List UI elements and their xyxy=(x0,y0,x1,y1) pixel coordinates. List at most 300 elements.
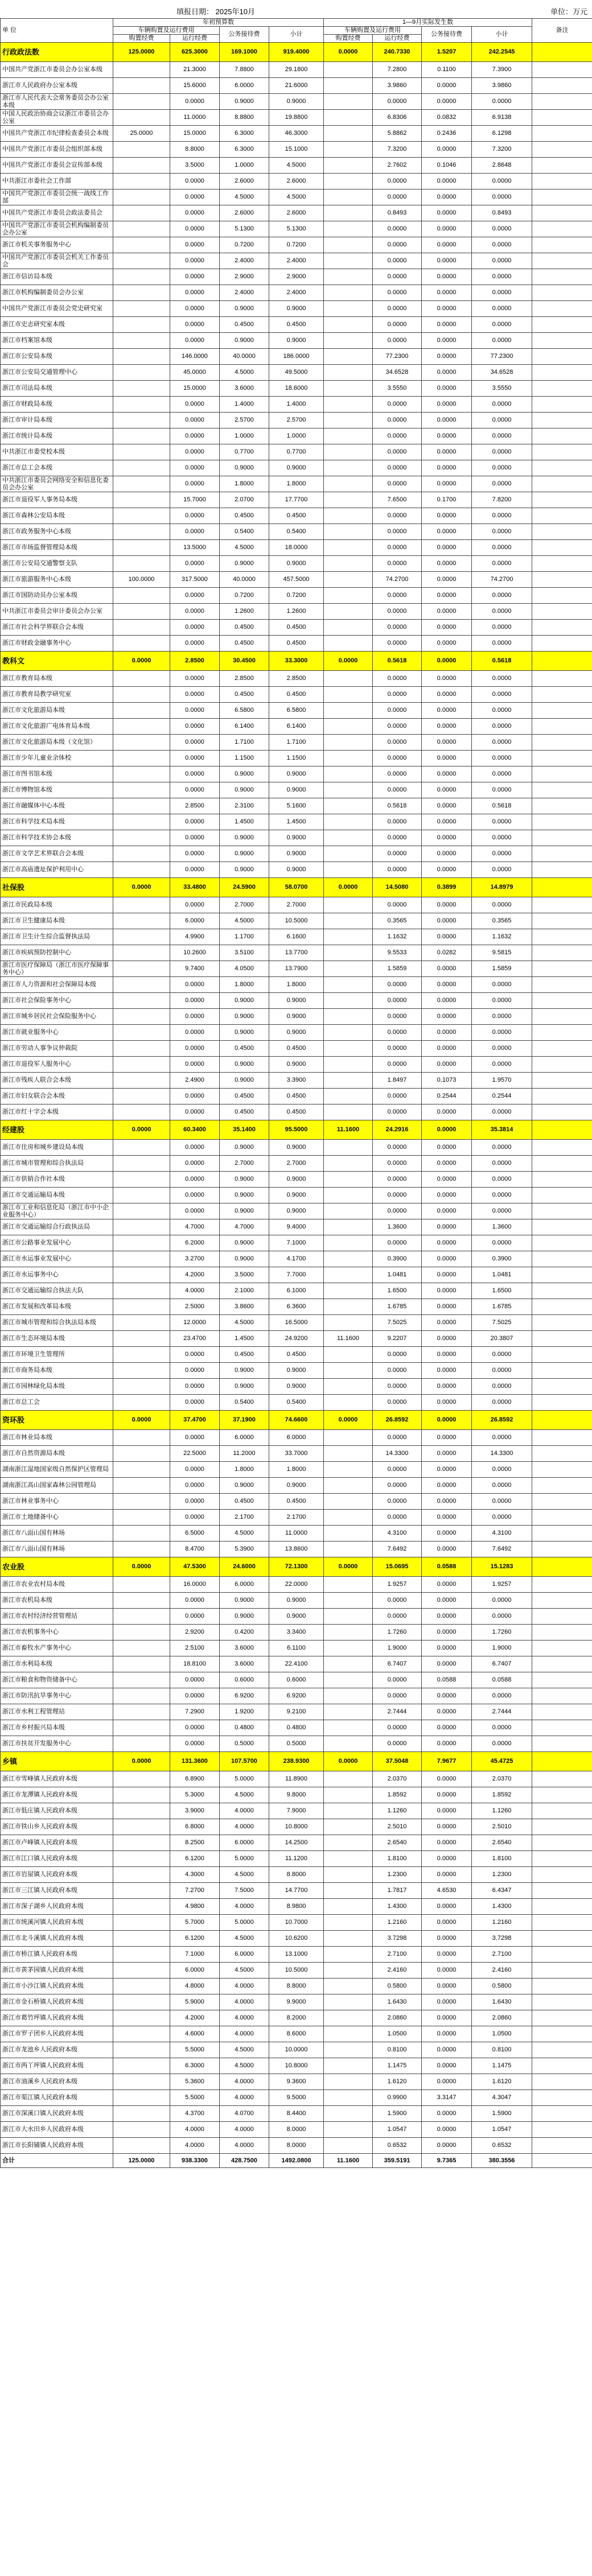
table-row xyxy=(1,1542,592,1557)
remark-cell xyxy=(532,1478,592,1494)
unit-name-cell: 浙江市罗子团乡人民政府本级 xyxy=(1,2026,113,2042)
actual-operation-cell: 9.5533 xyxy=(373,945,422,961)
budget-operation-cell: 5.3600 xyxy=(170,2074,220,2090)
unit-name-cell: 浙江市自然资源局本级 xyxy=(1,1446,113,1462)
table-row xyxy=(1,798,592,814)
actual-operation-cell: 0.0000 xyxy=(373,317,422,333)
budget-reception-cell: 3.6000 xyxy=(220,1656,269,1672)
actual-subtotal-cell: 2.0860 xyxy=(472,2010,532,2026)
actual-purchase-cell xyxy=(324,636,373,652)
actual-purchase-cell xyxy=(324,2074,373,2090)
budget-operation-cell: 0.0000 xyxy=(170,174,220,189)
actual-operation-cell: 14.5080 xyxy=(373,878,422,897)
col-actual-subtotal: 小计 xyxy=(472,27,532,43)
actual-reception-cell: 0.0000 xyxy=(422,1704,472,1720)
remark-cell xyxy=(532,1430,592,1446)
actual-purchase-cell: 11.1600 xyxy=(324,1331,373,1347)
budget-purchase-cell xyxy=(113,1593,170,1609)
budget-purchase-cell xyxy=(113,1688,170,1704)
budget-operation-cell: 0.0000 xyxy=(170,1156,220,1172)
table-row xyxy=(1,862,592,878)
budget-reception-cell: 2.1700 xyxy=(220,1510,269,1526)
actual-operation-cell: 3.7298 xyxy=(373,1931,422,1947)
table-row xyxy=(1,1219,592,1235)
budget-operation-cell: 4.7000 xyxy=(170,1219,220,1235)
budget-operation-cell: 0.0000 xyxy=(170,862,220,878)
unit-name-cell: 浙江市文化旅游局本级（文化馆） xyxy=(1,735,113,751)
budget-reception-cell: 0.5000 xyxy=(220,1736,269,1752)
budget-purchase-cell xyxy=(113,1025,170,1041)
actual-purchase-cell xyxy=(324,1641,373,1656)
budget-reception-cell: 0.4200 xyxy=(220,1625,269,1641)
actual-operation-cell: 0.0000 xyxy=(373,189,422,205)
unit-name-cell: 浙江市机构编制委员会办公室 xyxy=(1,285,113,301)
budget-reception-cell: 5.0000 xyxy=(220,1851,269,1867)
budget-operation-cell: 4.0000 xyxy=(170,2122,220,2138)
actual-operation-cell: 0.0000 xyxy=(373,301,422,317)
remark-cell xyxy=(532,1188,592,1203)
budget-purchase-cell: 0.0000 xyxy=(113,1752,170,1771)
remark-cell xyxy=(532,1251,592,1267)
actual-operation-cell: 7.5025 xyxy=(373,1315,422,1331)
budget-subtotal-cell: 18.0000 xyxy=(269,540,324,556)
actual-reception-cell: 0.0000 xyxy=(422,1803,472,1819)
budget-reception-cell: 35.1400 xyxy=(220,1120,269,1140)
budget-subtotal-cell: 6.1100 xyxy=(269,1641,324,1656)
remark-cell xyxy=(532,349,592,365)
budget-reception-cell: 4.5000 xyxy=(220,2042,269,2058)
budget-subtotal-cell: 7.1000 xyxy=(269,1235,324,1251)
table-row xyxy=(1,1851,592,1867)
budget-purchase-cell xyxy=(113,604,170,620)
budget-operation-cell: 0.0000 xyxy=(170,1593,220,1609)
budget-subtotal-cell: 3.3900 xyxy=(269,1073,324,1089)
budget-purchase-cell xyxy=(113,94,170,110)
budget-subtotal-cell: 0.4500 xyxy=(269,317,324,333)
budget-operation-cell: 0.0000 xyxy=(170,556,220,572)
budget-subtotal-cell: 0.4500 xyxy=(269,1347,324,1363)
budget-operation-cell: 21.3000 xyxy=(170,62,220,78)
unit-name-cell: 浙江市铁山乡人民政府本级 xyxy=(1,1819,113,1835)
budget-subtotal-cell: 5.1300 xyxy=(269,221,324,237)
actual-subtotal-cell: 0.0000 xyxy=(472,333,532,349)
actual-purchase-cell xyxy=(324,2106,373,2122)
budget-operation-cell: 0.0000 xyxy=(170,476,220,492)
budget-reception-cell: 1.4500 xyxy=(220,1331,269,1347)
unit-name-cell: 浙江市农业农村局本级 xyxy=(1,1577,113,1593)
budget-reception-cell: 0.9000 xyxy=(220,1140,269,1156)
budget-subtotal-cell: 2.7000 xyxy=(269,897,324,913)
unit-name-cell: 浙江市城市管理和综合执法局 xyxy=(1,1156,113,1172)
actual-reception-cell: 0.0000 xyxy=(422,1219,472,1235)
table-row xyxy=(1,1672,592,1688)
unit-name-cell: 中国共产党浙江市委员会办公室本级 xyxy=(1,62,113,78)
budget-reception-cell: 0.9000 xyxy=(220,1251,269,1267)
remark-cell xyxy=(532,2106,592,2122)
actual-operation-cell: 0.0000 xyxy=(373,1104,422,1120)
budget-subtotal-cell: 0.9000 xyxy=(269,1140,324,1156)
table-row xyxy=(1,174,592,189)
budget-purchase-cell xyxy=(113,1009,170,1025)
budget-reception-cell: 6.0000 xyxy=(220,1577,269,1593)
unit-name-cell: 浙江市融媒体中心本级 xyxy=(1,798,113,814)
table-row xyxy=(1,830,592,846)
actual-reception-cell: 0.0000 xyxy=(422,782,472,798)
unit-name-cell: 浙江市司法局本级 xyxy=(1,381,113,397)
budget-reception-cell: 2.4000 xyxy=(220,253,269,269)
budget-purchase-cell xyxy=(113,1835,170,1851)
budget-subtotal-cell: 9.5000 xyxy=(269,2090,324,2106)
budget-reception-cell: 0.5400 xyxy=(220,524,269,540)
actual-reception-cell: 0.0000 xyxy=(422,1057,472,1073)
actual-operation-cell: 0.0000 xyxy=(373,814,422,830)
actual-reception-cell: 0.0000 xyxy=(422,1899,472,1915)
table-row xyxy=(1,1041,592,1057)
budget-purchase-cell xyxy=(113,492,170,508)
budget-purchase-cell xyxy=(113,687,170,703)
budget-reception-cell: 3.5100 xyxy=(220,945,269,961)
actual-subtotal-cell: 0.2544 xyxy=(472,1089,532,1104)
table-body xyxy=(1,43,592,2168)
budget-operation-cell: 131.3600 xyxy=(170,1752,220,1771)
budget-reception-cell: 0.9000 xyxy=(220,1478,269,1494)
budget-purchase-cell xyxy=(113,862,170,878)
actual-reception-cell: 0.0000 xyxy=(422,476,472,492)
actual-subtotal-cell: 0.0000 xyxy=(472,1363,532,1379)
budget-subtotal-cell: 238.9300 xyxy=(269,1752,324,1771)
budget-operation-cell: 625.3000 xyxy=(170,43,220,62)
actual-subtotal-cell: 3.5550 xyxy=(472,381,532,397)
remark-cell xyxy=(532,687,592,703)
actual-operation-cell: 0.0000 xyxy=(373,476,422,492)
unit-name-cell: 浙江市机关事务服务中心 xyxy=(1,237,113,253)
budget-subtotal-cell: 457.5000 xyxy=(269,572,324,588)
budget-reception-cell: 0.9000 xyxy=(220,782,269,798)
unit-name-cell: 浙江市水运事务中心 xyxy=(1,1267,113,1283)
section-row xyxy=(1,1557,592,1577)
table-row xyxy=(1,2138,592,2154)
budget-purchase-cell: 125.0000 xyxy=(113,43,170,62)
remark-cell xyxy=(532,1787,592,1803)
remark-cell xyxy=(532,2138,592,2154)
actual-purchase-cell xyxy=(324,1073,373,1089)
actual-subtotal-cell: 0.0000 xyxy=(472,1156,532,1172)
table-row xyxy=(1,189,592,205)
unit-name-cell: 乡镇 xyxy=(1,1752,113,1771)
unit-name-cell: 中国共产党浙江市委员会统一战线工作部 xyxy=(1,189,113,205)
remark-cell xyxy=(532,1120,592,1140)
unit-name-cell: 浙江市财政局本级 xyxy=(1,397,113,413)
actual-operation-cell: 3.5550 xyxy=(373,381,422,397)
budget-operation-cell: 0.0000 xyxy=(170,524,220,540)
unit-name-cell: 浙江市葛竹坪镇人民政府本级 xyxy=(1,2010,113,2026)
budget-subtotal-cell: 0.7200 xyxy=(269,588,324,604)
budget-purchase-cell: 0.0000 xyxy=(113,878,170,897)
actual-subtotal-cell: 0.0000 xyxy=(472,751,532,766)
budget-reception-cell: 40.0000 xyxy=(220,572,269,588)
remark-cell xyxy=(532,1411,592,1430)
actual-reception-cell: 0.0000 xyxy=(422,1283,472,1299)
budget-reception-cell: 6.0000 xyxy=(220,1947,269,1963)
actual-subtotal-cell: 6.1298 xyxy=(472,126,532,142)
unit-name-cell: 浙江市档案馆本级 xyxy=(1,333,113,349)
budget-operation-cell: 0.0000 xyxy=(170,237,220,253)
actual-purchase-cell xyxy=(324,2138,373,2154)
actual-purchase-cell xyxy=(324,1994,373,2010)
table-row xyxy=(1,1915,592,1931)
remark-cell xyxy=(532,269,592,285)
actual-operation-cell: 0.0000 xyxy=(373,221,422,237)
actual-purchase-cell xyxy=(324,1851,373,1867)
budget-purchase-cell xyxy=(113,1462,170,1478)
actual-subtotal-cell: 45.4725 xyxy=(472,1752,532,1771)
actual-purchase-cell xyxy=(324,945,373,961)
actual-subtotal-cell: 0.0000 xyxy=(472,1462,532,1478)
budget-reception-cell: 11.2000 xyxy=(220,1446,269,1462)
budget-operation-cell: 6.8900 xyxy=(170,1771,220,1787)
budget-subtotal-cell: 0.7700 xyxy=(269,444,324,460)
actual-subtotal-cell: 1.1475 xyxy=(472,2058,532,2074)
budget-subtotal-cell: 0.9000 xyxy=(269,1009,324,1025)
budget-purchase-cell xyxy=(113,588,170,604)
actual-purchase-cell xyxy=(324,1720,373,1736)
unit-name-cell: 浙江市森林公安局本级 xyxy=(1,508,113,524)
budget-purchase-cell xyxy=(113,735,170,751)
budget-reception-cell: 1.8000 xyxy=(220,476,269,492)
remark-cell xyxy=(532,2058,592,2074)
budget-operation-cell: 5.7000 xyxy=(170,1915,220,1931)
actual-reception-cell: 0.0000 xyxy=(422,174,472,189)
actual-subtotal-cell: 6.7407 xyxy=(472,1656,532,1672)
budget-reception-cell: 1.7100 xyxy=(220,735,269,751)
table-row xyxy=(1,1363,592,1379)
actual-reception-cell: 0.0000 xyxy=(422,444,472,460)
unit-name-cell: 浙江市社会保险事务中心 xyxy=(1,993,113,1009)
budget-purchase-cell xyxy=(113,945,170,961)
budget-reception-cell: 0.4500 xyxy=(220,636,269,652)
budget-purchase-cell xyxy=(113,671,170,687)
actual-operation-cell: 6.7407 xyxy=(373,1656,422,1672)
unit-name-cell: 浙江市文学艺术界联合会本级 xyxy=(1,846,113,862)
table-row xyxy=(1,413,592,428)
unit-name-cell: 浙江市就业服务中心 xyxy=(1,1025,113,1041)
budget-subtotal-cell: 6.1400 xyxy=(269,719,324,735)
actual-purchase-cell xyxy=(324,1979,373,1994)
budget-subtotal-cell: 8.2000 xyxy=(269,2010,324,2026)
budget-operation-cell: 16.0000 xyxy=(170,1577,220,1593)
budget-reception-cell: 0.5400 xyxy=(220,1395,269,1411)
table-row xyxy=(1,492,592,508)
actual-operation-cell: 1.2160 xyxy=(373,1915,422,1931)
table-row xyxy=(1,62,592,78)
actual-subtotal-cell: 9.5815 xyxy=(472,945,532,961)
budget-operation-cell: 0.0000 xyxy=(170,397,220,413)
budget-subtotal-cell: 0.6000 xyxy=(269,1672,324,1688)
actual-purchase-cell xyxy=(324,1089,373,1104)
budget-subtotal-cell: 33.3000 xyxy=(269,652,324,671)
actual-reception-cell: 0.0000 xyxy=(422,830,472,846)
actual-reception-cell: 0.0000 xyxy=(422,572,472,588)
budget-purchase-cell xyxy=(113,719,170,735)
budget-purchase-cell xyxy=(113,556,170,572)
actual-purchase-cell xyxy=(324,1736,373,1752)
budget-reception-cell: 2.4000 xyxy=(220,285,269,301)
actual-subtotal-cell: 0.3900 xyxy=(472,1251,532,1267)
table-row xyxy=(1,2026,592,2042)
actual-operation-cell: 0.0000 xyxy=(373,977,422,993)
actual-subtotal-cell: 1.6500 xyxy=(472,1283,532,1299)
actual-operation-cell: 74.2700 xyxy=(373,572,422,588)
budget-purchase-cell: 125.0000 xyxy=(113,2154,170,2168)
table-row xyxy=(1,636,592,652)
actual-subtotal-cell: 0.0000 xyxy=(472,428,532,444)
budget-operation-cell: 0.0000 xyxy=(170,444,220,460)
table-row xyxy=(1,1625,592,1641)
remark-cell xyxy=(532,1577,592,1593)
actual-purchase-cell xyxy=(324,1963,373,1979)
actual-reception-cell: 0.0000 xyxy=(422,1462,472,1478)
remark-cell xyxy=(532,301,592,317)
actual-subtotal-cell: 0.5618 xyxy=(472,798,532,814)
budget-purchase-cell xyxy=(113,1867,170,1883)
actual-purchase-cell xyxy=(324,1462,373,1478)
table-row xyxy=(1,1235,592,1251)
budget-reception-cell: 2.1000 xyxy=(220,1283,269,1299)
budget-reception-cell: 4.5000 xyxy=(220,1867,269,1883)
budget-purchase-cell xyxy=(113,2138,170,2154)
budget-reception-cell: 4.0000 xyxy=(220,2010,269,2026)
actual-reception-cell: 0.0000 xyxy=(422,1593,472,1609)
budget-purchase-cell xyxy=(113,142,170,158)
budget-reception-cell: 4.0000 xyxy=(220,1899,269,1915)
actual-purchase-cell: 11.1600 xyxy=(324,1120,373,1140)
actual-operation-cell: 0.5618 xyxy=(373,798,422,814)
actual-reception-cell: 0.0000 xyxy=(422,1915,472,1931)
col-budget-subtotal: 小计 xyxy=(269,27,324,43)
actual-subtotal-cell: 35.3814 xyxy=(472,1120,532,1140)
actual-subtotal-cell: 1.9570 xyxy=(472,1073,532,1089)
actual-purchase-cell xyxy=(324,588,373,604)
actual-reception-cell: 0.0000 xyxy=(422,2138,472,2154)
budget-subtotal-cell: 1492.0800 xyxy=(269,2154,324,2168)
remark-cell xyxy=(532,1720,592,1736)
unit-name-cell: 浙江市扶贫开发服务中心 xyxy=(1,1736,113,1752)
budget-operation-cell: 0.0000 xyxy=(170,285,220,301)
table-row xyxy=(1,1379,592,1395)
budget-operation-cell: 4.3000 xyxy=(170,1867,220,1883)
budget-operation-cell: 12.0000 xyxy=(170,1315,220,1331)
actual-operation-cell: 1.1260 xyxy=(373,1803,422,1819)
budget-reception-cell: 0.7700 xyxy=(220,444,269,460)
actual-purchase-cell xyxy=(324,897,373,913)
actual-purchase-cell xyxy=(324,993,373,1009)
budget-operation-cell: 0.0000 xyxy=(170,1025,220,1041)
budget-reception-cell: 0.9000 xyxy=(220,766,269,782)
unit-name-cell: 浙江市劳动人事争议仲裁院 xyxy=(1,1041,113,1057)
actual-operation-cell: 3.9860 xyxy=(373,78,422,94)
actual-purchase-cell xyxy=(324,814,373,830)
budget-subtotal-cell: 9.2100 xyxy=(269,1704,324,1720)
unit-name-cell: 湖南浙江高山国家森林公园管理局 xyxy=(1,1478,113,1494)
budget-reception-cell: 4.5000 xyxy=(220,365,269,381)
budget-subtotal-cell: 2.6000 xyxy=(269,174,324,189)
unit-name-cell: 浙江市统溪河镇人民政府本级 xyxy=(1,1915,113,1931)
section-row xyxy=(1,652,592,671)
actual-reception-cell: 0.0000 xyxy=(422,2122,472,2138)
unit-name-cell: 湖南浙江湿地国家级自然保护区管理局 xyxy=(1,1462,113,1478)
remark-cell xyxy=(532,1672,592,1688)
table-row xyxy=(1,961,592,977)
remark-cell xyxy=(532,814,592,830)
remark-cell xyxy=(532,1315,592,1331)
budget-operation-cell: 4.9800 xyxy=(170,1899,220,1915)
unit-name-cell: 浙江市粮食和物资储备中心 xyxy=(1,1672,113,1688)
actual-operation-cell: 7.6492 xyxy=(373,1542,422,1557)
budget-subtotal-cell: 9.9000 xyxy=(269,1994,324,2010)
unit-name-cell: 中共浙江市委员会审计委员会办公室 xyxy=(1,604,113,620)
actual-subtotal-cell: 0.0000 xyxy=(472,588,532,604)
table-row xyxy=(1,1494,592,1510)
budget-purchase-cell xyxy=(113,365,170,381)
actual-subtotal-cell: 380.3556 xyxy=(472,2154,532,2168)
actual-purchase-cell xyxy=(324,1395,373,1411)
remark-cell xyxy=(532,1819,592,1835)
actual-reception-cell: 0.0000 xyxy=(422,1395,472,1411)
actual-purchase-cell xyxy=(324,751,373,766)
budget-purchase-cell xyxy=(113,1577,170,1593)
actual-reception-cell: 0.0000 xyxy=(422,1267,472,1283)
table-row xyxy=(1,1430,592,1446)
actual-reception-cell: 0.0000 xyxy=(422,652,472,671)
actual-operation-cell: 0.0000 xyxy=(373,1347,422,1363)
table-row xyxy=(1,1835,592,1851)
actual-subtotal-cell: 0.0000 xyxy=(472,540,532,556)
budget-operation-cell: 4.0000 xyxy=(170,1283,220,1299)
actual-subtotal-cell: 0.8100 xyxy=(472,2042,532,2058)
actual-purchase-cell xyxy=(324,333,373,349)
budget-reception-cell: 0.7200 xyxy=(220,237,269,253)
actual-operation-cell: 2.5010 xyxy=(373,1819,422,1835)
actual-subtotal-cell: 0.0000 xyxy=(472,1494,532,1510)
budget-subtotal-cell: 0.5400 xyxy=(269,1395,324,1411)
table-row xyxy=(1,703,592,719)
remark-cell xyxy=(532,636,592,652)
budget-purchase-cell xyxy=(113,1736,170,1752)
remark-cell xyxy=(532,1835,592,1851)
table-row xyxy=(1,2090,592,2106)
budget-reception-cell: 5.1300 xyxy=(220,221,269,237)
actual-subtotal-cell: 3.9860 xyxy=(472,78,532,94)
actual-operation-cell: 0.0000 xyxy=(373,269,422,285)
unit-name-cell: 中国共产党浙江市委员会组织部本级 xyxy=(1,142,113,158)
actual-operation-cell: 6.8306 xyxy=(373,110,422,126)
budget-purchase-cell xyxy=(113,1478,170,1494)
actual-purchase-cell xyxy=(324,1363,373,1379)
actual-subtotal-cell: 0.0000 xyxy=(472,1009,532,1025)
remark-cell xyxy=(532,221,592,237)
actual-purchase-cell xyxy=(324,1915,373,1931)
actual-reception-cell: 0.0000 xyxy=(422,2026,472,2042)
budget-operation-cell: 9.7400 xyxy=(170,961,220,977)
actual-subtotal-cell: 1.6785 xyxy=(472,1299,532,1315)
remark-cell xyxy=(532,476,592,492)
actual-reception-cell: 0.0000 xyxy=(422,540,472,556)
actual-reception-cell: 0.0000 xyxy=(422,1188,472,1203)
actual-operation-cell: 0.0000 xyxy=(373,460,422,476)
budget-operation-cell: 5.5000 xyxy=(170,2090,220,2106)
actual-reception-cell: 0.0000 xyxy=(422,94,472,110)
unit-name-cell: 浙江市北斗溪镇人民政府本级 xyxy=(1,1931,113,1947)
